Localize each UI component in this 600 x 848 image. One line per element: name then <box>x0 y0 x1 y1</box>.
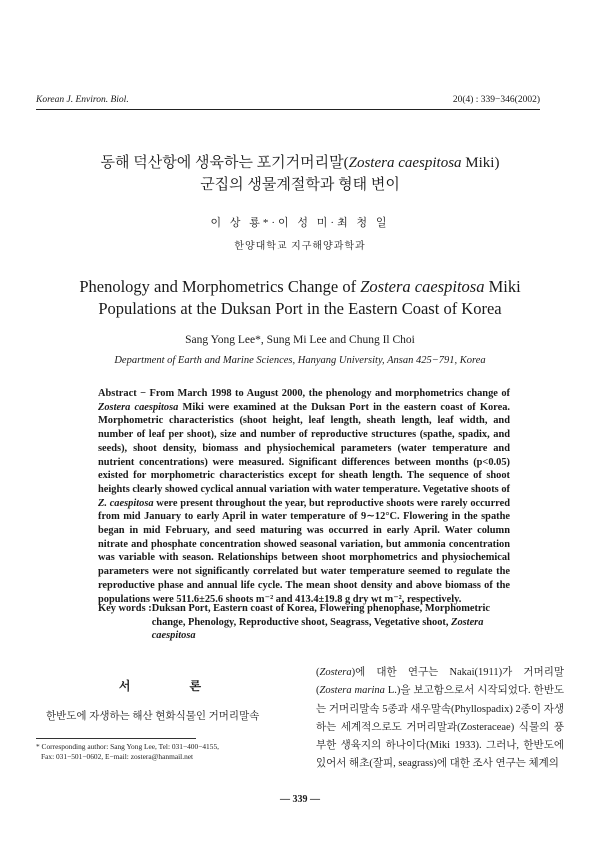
abstract-species2: Z. caespitosa <box>98 497 154 509</box>
korean-affiliation: 한양대학교 지구해양과학과 <box>234 241 366 252</box>
abstract-part3: were present throughout the year, but reproductive shoots were rarely occurred from mid January to early April in water temperature of 9∼12°C. Flowering in the spathe began in mid February, and seed maturing was occurred in early April. Water column nitrate and phosphate concentration showed seasonal variation, but ammonia concentration was variable with season. Relationships between shoot morphometrics and physiochemical parameters were not significantly correlated but water temperature seemed to regulate the reproductive phase and annual life cycle. The mean shoot density and above biomass of the populations were 511.6±25.6 shoots m⁻² and 413.4±19.8 g dry wt m⁻², respectively. <box>98 497 510 605</box>
intro-right-column <box>316 664 564 774</box>
page-number: — 339 — <box>280 794 320 805</box>
english-affiliation: Department of Earth and Marine Sciences, Hanyang University, Ansan 425−791, Korea <box>114 355 486 366</box>
abstract-part2: Miki were examined at the Duksan Port in the eastern coast of Korea. Morphometric characteristics (shoot height, leaf length, sheath length, leaf width, and number of leaf per shoot), size and number of reproductive structures (spathe, spadix, and seeds), shoot density, biomass and physiochemical parameters (water temperature and nutrient concentrations) were measured. Significant differences between months (p<0.05) existed for morphometric characteristics except for sheath length. The sequence of shoot heights clearly showed cyclical annual variation with water temperature. Vegetative shoots of <box>98 401 510 495</box>
keywords-label: Key words : <box>98 603 152 614</box>
footnote-line2: Fax: 031−501−0602, E−mail: zostera@hanmail.net <box>41 752 194 761</box>
footnote-line1: * Corresponding author: Sang Yong Lee, Tel: 031−400−4155, <box>36 742 219 751</box>
keywords-text <box>152 602 510 643</box>
korean-title-line1-pre: 동해 덕산항에 생육하는 포기거머리말( <box>100 155 349 171</box>
abstract-part1: Abstract − From March 1998 to August 2000, the phenology and morphometrics change of <box>98 388 510 399</box>
intro-left-column: 한반도에 자생하는 해산 현화식물인 거머리말속 <box>46 711 260 722</box>
journal-name: Korean J. Environ. Biol. <box>36 95 129 105</box>
korean-authors: 이 상 룡*·이 성 미·최 청 일 <box>210 217 390 229</box>
footnote-rule <box>36 738 196 739</box>
korean-title-species: Zostera caespitosa <box>348 155 462 171</box>
english-title <box>40 276 560 320</box>
section-heading-introduction: 서 론 <box>118 679 230 693</box>
korean-title-line2: 군집의 생물계절학과 형태 변이 <box>200 177 400 193</box>
intro-right-genus: Zostera <box>319 667 352 678</box>
english-title-species: Zostera caespitosa <box>360 277 485 296</box>
volume-info: 20(4) : 339−346(2002) <box>452 95 540 105</box>
intro-right-b: )에 대한 연구는 Nakai(1911)가 거머리말( <box>316 667 564 697</box>
corresponding-author-footnote <box>36 742 286 762</box>
intro-right-c: L.)을 보고함으로서 시작되었다. 한반도는 거머리말속 5종과 새우말속(Phyllospadix) 2종이 자생하는 세계적으로도 거머리말과(Zosteraceae) 식물의 풍부한 생육지의 하나이다(Miki 1933). 그러나, 한반도에 있어서 해초(잘피, seagrass)에 대한 조사 연구는 체계의 <box>316 685 564 770</box>
abstract-species1: Zostera caespitosa <box>98 401 179 413</box>
abstract <box>98 387 510 606</box>
english-title-post: Miki Populations at the Duksan Port in the Eastern Coast of Korea <box>98 277 521 318</box>
running-header <box>36 95 540 105</box>
intro-right-a: ( <box>316 667 320 678</box>
english-authors: Sang Yong Lee*, Sung Mi Lee and Chung Il Choi <box>185 334 415 346</box>
korean-title-line1-post: Miki) <box>461 155 500 171</box>
keywords <box>98 602 510 643</box>
keywords-species: Zostera caespitosa <box>151 616 484 642</box>
header-rule <box>36 109 540 110</box>
keywords-list: Duksan Port, Eastern coast of Korea, Flowering phenophase, Morphometric change, Phenology, Reproductive shoot, Seagrass, Vegetative shoot, <box>151 603 491 628</box>
intro-right-species: Zostera marina <box>319 685 385 697</box>
korean-title <box>40 152 560 196</box>
english-title-pre: Phenology and Morphometrics Change of <box>79 277 361 296</box>
